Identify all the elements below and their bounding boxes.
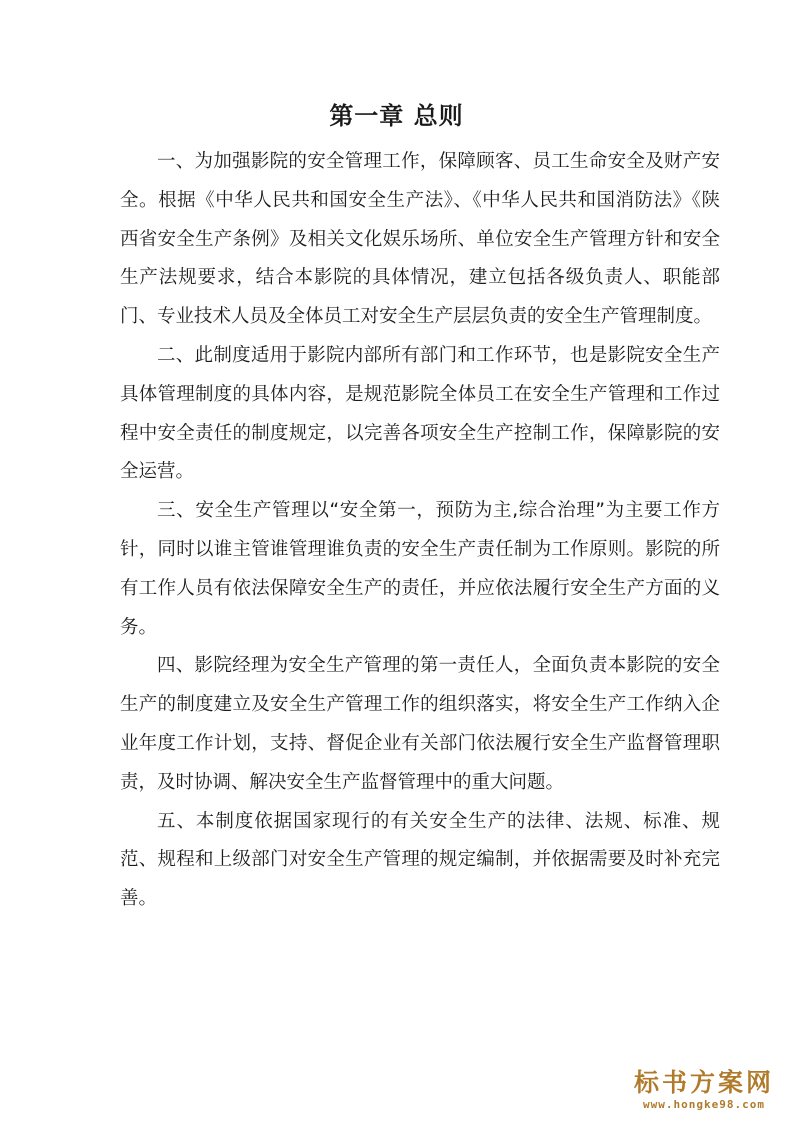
paragraph-1: 一、为加强影院的安全管理工作，保障顾客、员工生命安全及财产安全。根据《中华人民共和国安全生产法》、《中华人民共和国消防法》《陕西省安全生产条例》及相关文化娱乐场所、单位安全生产管理方针和安全生产法规要求，结合本影院的具体情况，建立包括各级负责人、职能部门、专业技术人员及全体员工对安全生产层层负责的安全生产管理制度。 — [120, 151, 720, 328]
document-body — [120, 143, 720, 919]
watermark-name: 标书方案网 — [633, 1068, 774, 1097]
watermark-logo — [629, 1068, 779, 1112]
watermark-url: www.hongke98.com — [643, 1098, 765, 1111]
paragraph-2: 二、此制度适用于影院内部所有部门和工作环节，也是影院安全生产具体管理制度的具体内容，是规范影院全体员工在安全生产管理和工作过程中安全责任的制度规定，以完善各项安全生产控制工作，保障影院的安全运营。 — [120, 344, 720, 483]
chapter-title: 第一章 总则 — [329, 102, 464, 130]
paragraph-4: 四、影院经理为安全生产管理的第一责任人，全面负责本影院的安全生产的制度建立及安全生产管理工作的组织落实，将安全生产工作纳入企业年度工作计划，支持、督促企业有关部门依法履行安全生产监督管理职责，及时协调、解决安全生产监督管理中的重大问题。 — [120, 655, 720, 793]
paragraph-5: 五、本制度依据国家现行的有关安全生产的法律、法规、标准、规范、规程和上级部门对安全生产管理的规定编制，并依据需要及时补充完善。 — [120, 810, 720, 910]
paragraph-3: 三、安全生产管理以“安全第一，预防为主,综合治理”为主要工作方针，同时以谁主管谁管理谁负责的安全生产责任制为工作原则。影院的所有工作人员有依法保障安全生产的责任，并应依法履行安全生产方面的义务。 — [120, 500, 720, 638]
